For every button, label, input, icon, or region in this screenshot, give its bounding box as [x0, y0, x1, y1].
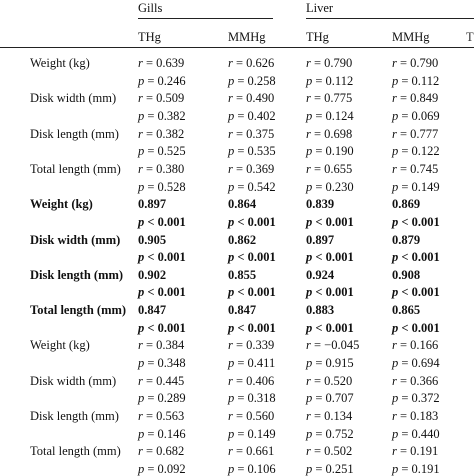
table-cell: r = 0.339 [228, 338, 275, 352]
table-cell: p < 0.001 [138, 215, 186, 229]
table-cell: r = 0.166 [392, 338, 439, 352]
table-cell: p = 0.092 [138, 462, 186, 476]
table-cell: 0.883 [306, 303, 335, 317]
table-cell: 0.908 [392, 268, 421, 282]
table-cell: p = 0.411 [228, 356, 276, 370]
table-cell: r = 0.775 [306, 91, 353, 105]
col-header-gills-thg: THg [138, 30, 161, 44]
row-label: Disk width (mm) [30, 233, 121, 247]
table-cell: r = 0.384 [138, 338, 185, 352]
table-cell: r = 0.560 [228, 409, 275, 423]
table-cell: 0.902 [138, 268, 167, 282]
table-cell: p = 0.246 [138, 74, 186, 88]
table-cell: r = 0.366 [392, 374, 439, 388]
table-cell: p = 0.707 [306, 391, 354, 405]
table-cell: p < 0.001 [392, 321, 440, 335]
table-cell: r = 0.745 [392, 162, 439, 176]
table-cell: r = 0.380 [138, 162, 185, 176]
table-cell: p = 0.440 [392, 427, 440, 441]
table-cell: 0.839 [306, 197, 335, 211]
col-header-truncated: T [466, 30, 474, 44]
table-cell: r = 0.509 [138, 91, 185, 105]
table-cell: r = 0.502 [306, 444, 353, 458]
table-cell: r = 0.849 [392, 91, 439, 105]
table-cell: p < 0.001 [392, 250, 440, 264]
row-label: Disk length (mm) [30, 268, 124, 282]
row-label: Total length (mm) [30, 444, 121, 458]
table-cell: 0.897 [306, 233, 335, 247]
table-cell: p = 0.535 [228, 144, 276, 158]
table-cell: r = 0.790 [306, 56, 353, 70]
table-cell: r = 0.698 [306, 127, 353, 141]
table-cell: p = 0.149 [392, 180, 440, 194]
table-cell: p < 0.001 [138, 321, 186, 335]
row-label: Weight (kg) [30, 56, 90, 70]
row-label: Total length (mm) [30, 303, 127, 317]
table-cell: p = 0.542 [228, 180, 276, 194]
table-cell: p < 0.001 [306, 250, 354, 264]
table-cell: p = 0.106 [228, 462, 276, 476]
row-label: Disk width (mm) [30, 374, 117, 388]
table-cell: 0.879 [392, 233, 421, 247]
table-cell: p = 0.251 [306, 462, 354, 476]
table-cell: p = 0.318 [228, 391, 276, 405]
table-cell: p = 0.190 [306, 144, 354, 158]
table-cell: r = 0.191 [392, 444, 439, 458]
table-cell: p = 0.289 [138, 391, 186, 405]
table-cell: r = 0.520 [306, 374, 353, 388]
table-cell: p = 0.124 [306, 109, 354, 123]
table-cell: r = 0.375 [228, 127, 275, 141]
table-cell: 0.897 [138, 197, 167, 211]
table-cell: p < 0.001 [392, 215, 440, 229]
table-cell: r = 0.382 [138, 127, 185, 141]
table-cell: p = 0.258 [228, 74, 276, 88]
table-cell: p = 0.191 [392, 462, 440, 476]
table-cell: p = 0.348 [138, 356, 186, 370]
table-cell: p < 0.001 [306, 285, 354, 299]
table-cell: r = 0.369 [228, 162, 275, 176]
table-cell: p = 0.112 [392, 74, 440, 88]
table-cell: 0.862 [228, 233, 257, 247]
col-header-liver-mmhg: MMHg [392, 30, 430, 44]
table-cell: r = −0.045 [306, 338, 360, 352]
table-cell: r = 0.490 [228, 91, 275, 105]
row-label: Weight (kg) [30, 197, 93, 211]
table-cell: p = 0.122 [392, 144, 440, 158]
gills-underline [138, 18, 273, 19]
table-cell: 0.864 [228, 197, 257, 211]
table-cell: 0.847 [228, 303, 257, 317]
table-cell: r = 0.563 [138, 409, 185, 423]
table-cell: 0.924 [306, 268, 335, 282]
table-cell: p < 0.001 [306, 321, 354, 335]
table-cell: r = 0.790 [392, 56, 439, 70]
table-cell: r = 0.777 [392, 127, 439, 141]
table-cell: r = 0.183 [392, 409, 439, 423]
header-rule [0, 47, 474, 48]
table-cell: p = 0.528 [138, 180, 186, 194]
row-label: Disk length (mm) [30, 409, 119, 423]
row-label: Weight (kg) [30, 338, 90, 352]
table-cell: p = 0.112 [306, 74, 354, 88]
table-cell: r = 0.655 [306, 162, 353, 176]
col-header-gills-mmhg: MMHg [228, 30, 266, 44]
table-cell: r = 0.682 [138, 444, 185, 458]
group-header-gills: Gills [138, 1, 163, 15]
table-cell: p < 0.001 [392, 285, 440, 299]
table-cell: p < 0.001 [138, 250, 186, 264]
table-cell: p = 0.402 [228, 109, 276, 123]
row-label: Disk width (mm) [30, 91, 117, 105]
table-cell: p < 0.001 [228, 321, 276, 335]
table-cell: p < 0.001 [306, 215, 354, 229]
table-cell: r = 0.445 [138, 374, 185, 388]
table-cell: r = 0.134 [306, 409, 353, 423]
group-header-liver: Liver [306, 1, 334, 15]
table-cell: p < 0.001 [138, 285, 186, 299]
table-cell: 0.847 [138, 303, 167, 317]
table-cell: p = 0.069 [392, 109, 440, 123]
table-cell: 0.855 [228, 268, 257, 282]
table-cell: p = 0.149 [228, 427, 276, 441]
table-cell: p = 0.146 [138, 427, 186, 441]
table-cell: p < 0.001 [228, 285, 276, 299]
col-header-liver-thg: THg [306, 30, 329, 44]
table-cell: p = 0.915 [306, 356, 354, 370]
table-cell: p = 0.694 [392, 356, 440, 370]
table-cell: p = 0.752 [306, 427, 354, 441]
table-cell: r = 0.626 [228, 56, 275, 70]
table-cell: p = 0.525 [138, 144, 186, 158]
liver-underline [306, 18, 474, 19]
table-cell: p = 0.382 [138, 109, 186, 123]
table-cell: p = 0.230 [306, 180, 354, 194]
table-cell: 0.865 [392, 303, 421, 317]
table-cell: p < 0.001 [228, 250, 276, 264]
table-cell: 0.869 [392, 197, 421, 211]
table-cell: p = 0.372 [392, 391, 440, 405]
table-cell: r = 0.406 [228, 374, 275, 388]
table-cell: r = 0.639 [138, 56, 185, 70]
table-cell: r = 0.661 [228, 444, 275, 458]
table-cell: p < 0.001 [228, 215, 276, 229]
row-label: Total length (mm) [30, 162, 121, 176]
table-cell: 0.905 [138, 233, 167, 247]
row-label: Disk length (mm) [30, 127, 119, 141]
